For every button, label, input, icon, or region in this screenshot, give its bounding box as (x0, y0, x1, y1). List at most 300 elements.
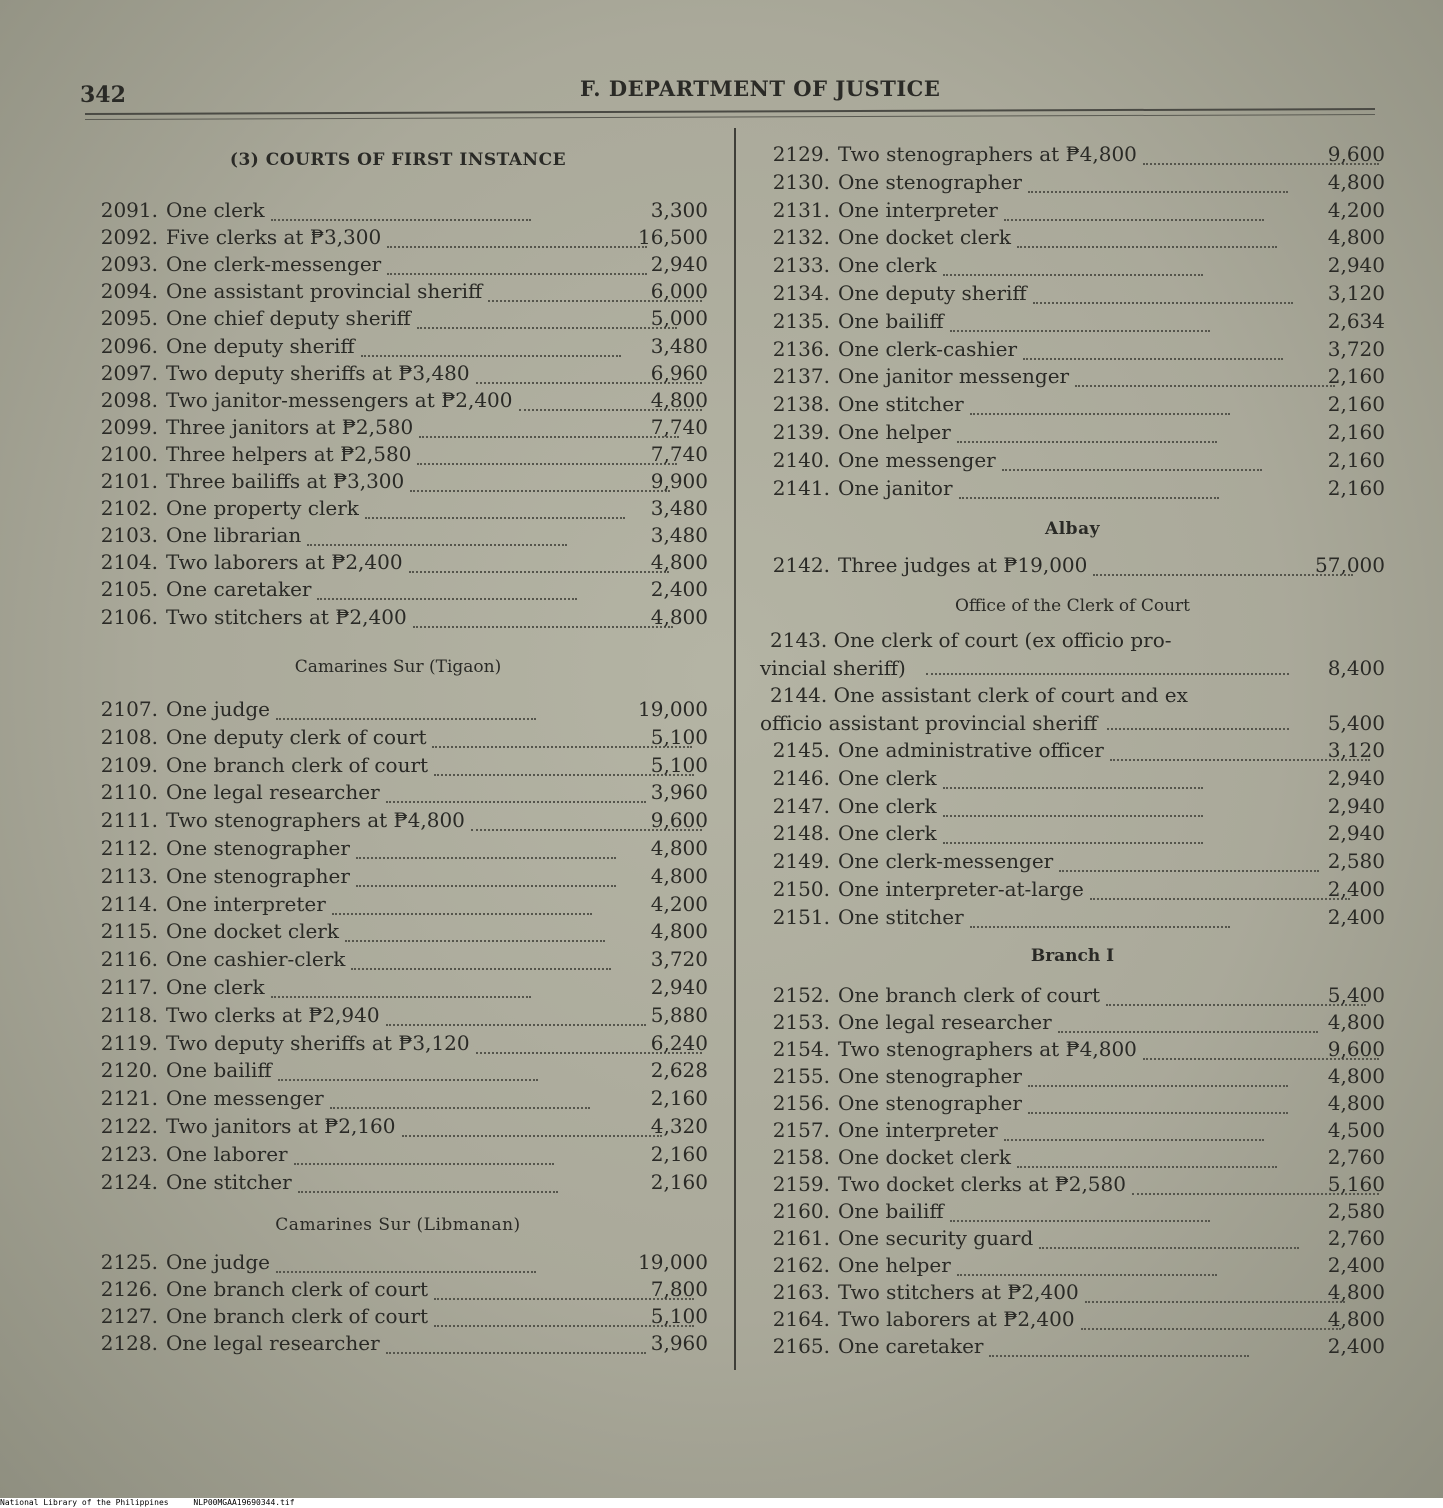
item-amount: 3,480 (650, 333, 708, 358)
item-amount: 4,800 (1327, 169, 1385, 194)
leader-dots (1107, 728, 1289, 730)
item-amount: 2,940 (650, 975, 708, 999)
item-amount: 2,940 (1327, 793, 1385, 818)
leader-dots (989, 1355, 1249, 1357)
list-item (760, 1145, 1385, 1173)
leader-dots (1028, 1085, 1288, 1087)
item-number: 2162. (772, 1253, 830, 1277)
item-amount: 5,400 (1327, 711, 1385, 735)
list-item (760, 1037, 1385, 1065)
item-number: 2150. (772, 877, 830, 901)
item-amount: 2,160 (1327, 392, 1385, 417)
item-number: 2137. (772, 364, 830, 389)
leader-dots (345, 940, 605, 942)
item-description: One administrative officer (838, 738, 1104, 762)
list-item (88, 1142, 708, 1170)
item-description: One interpreter (166, 891, 326, 916)
item-description: One interpreter (838, 1118, 998, 1142)
item-amount: 3,120 (1327, 738, 1385, 762)
item-number: 2159. (772, 1172, 830, 1196)
item-amount: 2,940 (1327, 821, 1385, 846)
leader-dots (387, 273, 647, 275)
leader-dots (386, 801, 646, 803)
item-number: 2109. (100, 752, 158, 777)
list-item (88, 523, 708, 551)
item-description: One messenger (166, 1086, 324, 1111)
item-number: 2123. (100, 1141, 158, 1166)
item-amount: 2,940 (1327, 253, 1385, 278)
item-number: 2160. (772, 1199, 830, 1223)
item-amount: 2,760 (1327, 1226, 1385, 1250)
leader-dots (298, 1191, 558, 1193)
item-description: One helper (838, 1253, 951, 1277)
leader-dots (307, 544, 567, 546)
item-description: Three helpers at ₱2,580 (166, 441, 412, 466)
item-amount: 4,500 (1327, 1118, 1385, 1142)
list-item (88, 442, 708, 470)
item-number: 2126. (100, 1277, 158, 1301)
item-amount: 2,760 (1327, 1145, 1385, 1169)
list-item (88, 550, 708, 578)
section-title: (3) COURTS OF FIRST INSTANCE (229, 150, 567, 170)
item-number: 2094. (100, 279, 158, 304)
leader-dots (1085, 1301, 1345, 1303)
item-amount: 4,200 (1327, 197, 1385, 222)
leader-dots (410, 490, 670, 492)
leader-dots (1075, 385, 1335, 387)
item-number: 2104. (100, 550, 158, 575)
item-description: One stitcher (838, 904, 964, 929)
item-description: One janitor messenger (838, 364, 1070, 389)
item-number: 2117. (100, 975, 158, 999)
item-description: One legal researcher (166, 1331, 380, 1355)
item-description: Two clerks at ₱2,940 (166, 1002, 380, 1027)
list-item (760, 905, 1385, 933)
item-amount: 4,800 (650, 387, 708, 412)
item-number: 2139. (772, 420, 830, 444)
item-amount: 4,320 (650, 1114, 708, 1138)
list-item (760, 766, 1385, 794)
item-number: 2091. (100, 198, 158, 222)
item-description: One helper (838, 420, 951, 444)
item-number: 2122. (100, 1114, 158, 1138)
list-item (760, 1199, 1385, 1227)
leader-dots (943, 815, 1203, 817)
item-amount: 2,160 (1327, 447, 1385, 472)
heading-branch-i: Branch I (1030, 946, 1115, 966)
item-number: 2098. (100, 387, 158, 412)
list-item (88, 753, 708, 781)
item-description: One branch clerk of court (838, 983, 1101, 1007)
item-description: One deputy sheriff (166, 333, 355, 358)
leader-dots (356, 857, 616, 859)
list-item (88, 1170, 708, 1198)
item-number: 2099. (100, 414, 158, 439)
item-description: One clerk-messenger (166, 252, 382, 277)
item-amount: 7,800 (650, 1277, 708, 1301)
item-number: 2113. (100, 863, 158, 888)
item-description: One clerk (838, 793, 937, 818)
item-number: 2118. (100, 1002, 158, 1027)
item-description: One bailiff (838, 308, 944, 333)
leader-dots (361, 355, 621, 357)
item-description: One clerk-cashier (838, 336, 1018, 361)
item-amount: 4,800 (1327, 225, 1385, 250)
heading-office-clerk: Office of the Clerk of Court (954, 596, 1191, 616)
item-number: 2141. (772, 475, 830, 500)
item-description: One clerk-messenger (838, 849, 1054, 874)
leader-dots (1004, 219, 1264, 221)
footer-library: National Library of the Philippines (0, 1498, 169, 1507)
item-number: 2145. (772, 738, 830, 762)
item-amount: 6,240 (650, 1030, 708, 1055)
item-number: 2164. (772, 1307, 830, 1331)
item-amount: 3,720 (650, 947, 708, 972)
item-description: Two stenographers at ₱4,800 (166, 808, 465, 833)
item-amount: 3,720 (1327, 336, 1385, 361)
item-number: 2142. (772, 553, 830, 577)
leader-dots (1004, 1139, 1264, 1141)
item-amount: 9,900 (650, 469, 708, 493)
item-description: One legal researcher (838, 1010, 1052, 1034)
item-number: 2153. (772, 1010, 830, 1034)
list-item (88, 415, 708, 443)
item-amount: 4,800 (1327, 1010, 1385, 1034)
list-item (88, 1031, 708, 1059)
leader-dots (950, 330, 1210, 332)
list-item (760, 142, 1385, 170)
column-divider (734, 128, 736, 1370)
leader-dots (1090, 898, 1350, 900)
item-number: 2147. (772, 793, 830, 818)
item-description: Two janitor-messengers at ₱2,400 (166, 387, 513, 412)
item-number: 2111. (100, 808, 158, 833)
list-item (760, 476, 1385, 504)
item-number: 2154. (772, 1037, 830, 1061)
item-amount: 3,960 (650, 780, 708, 805)
list-item (760, 983, 1385, 1011)
item-amount: 5,000 (650, 306, 708, 331)
item-description: Two laborers at ₱2,400 (166, 550, 403, 575)
item-amount: 4,800 (1327, 1064, 1385, 1088)
item-amount: 2,628 (650, 1058, 708, 1083)
leader-dots (402, 1135, 662, 1137)
item-description: One stenographer (838, 1091, 1022, 1115)
item-amount: 19,000 (638, 697, 708, 721)
list-item (88, 1250, 708, 1278)
leader-dots (276, 1271, 536, 1273)
list-item (88, 836, 708, 864)
header-rule-thin (85, 114, 1375, 120)
item-number: 2131. (772, 197, 830, 222)
item-amount: 6,960 (650, 360, 708, 385)
list-item (88, 780, 708, 808)
list-item (760, 420, 1385, 448)
item-number: 2105. (100, 577, 158, 602)
item-number: 2115. (100, 919, 158, 944)
item-amount: 2,580 (1327, 849, 1385, 874)
leader-dots (1002, 469, 1262, 471)
item-number: 2132. (772, 225, 830, 250)
item-number: 2130. (772, 169, 830, 194)
leader-dots (330, 1107, 590, 1109)
list-item (88, 1058, 708, 1086)
item-description: One legal researcher (166, 780, 380, 805)
list-item (88, 1086, 708, 1114)
leader-dots (1017, 246, 1277, 248)
item-amount: 4,800 (1327, 1307, 1385, 1331)
list-item (760, 281, 1385, 309)
item-amount: 9,600 (1327, 142, 1385, 166)
item-number: 2107. (100, 697, 158, 721)
list-item (88, 388, 708, 416)
list-item (88, 361, 708, 389)
list-item (88, 577, 708, 605)
list-item (88, 947, 708, 975)
list-item (88, 279, 708, 307)
list-item (88, 975, 708, 1003)
leader-dots (950, 1220, 1210, 1222)
list-item-2144 (760, 683, 1385, 735)
item-number: 2161. (772, 1226, 830, 1250)
scan-footer (0, 1498, 1443, 1508)
item-amount: 2,400 (1327, 1253, 1385, 1277)
item-description: Three bailiffs at ₱3,300 (166, 469, 405, 493)
item-number: 2135. (772, 308, 830, 333)
item-number: 2101. (100, 469, 158, 493)
leader-dots (317, 598, 577, 600)
list-item (88, 1114, 708, 1142)
item-number: 2100. (100, 441, 158, 466)
item-amount: 5,100 (650, 752, 708, 777)
list-item (88, 1331, 708, 1359)
leader-dots (271, 996, 531, 998)
item-number: 2097. (100, 360, 158, 385)
list-item-2143 (760, 628, 1385, 680)
list-item (760, 1172, 1385, 1200)
leader-dots (332, 913, 592, 915)
item-number: 2110. (100, 780, 158, 805)
item-description: One clerk (166, 198, 265, 222)
item-number: 2128. (100, 1331, 158, 1355)
item-amount: 2,160 (650, 1141, 708, 1166)
item-amount: 7,740 (650, 441, 708, 466)
item-amount: 5,100 (650, 1304, 708, 1328)
item-description: Two stenographers at ₱4,800 (838, 142, 1137, 166)
item-amount: 9,600 (650, 808, 708, 833)
list-item (88, 864, 708, 892)
leader-dots (957, 441, 1217, 443)
item-description: Two janitors at ₱2,160 (166, 1114, 396, 1138)
item-number: 2093. (100, 252, 158, 277)
item-number: 2151. (772, 904, 830, 929)
item-description: One bailiff (838, 1199, 944, 1223)
item-description: One messenger (838, 447, 996, 472)
item-description: One judge (166, 1250, 270, 1274)
leader-dots (356, 885, 616, 887)
list-item (88, 496, 708, 524)
leader-dots (970, 926, 1230, 928)
item-description: One bailiff (166, 1058, 272, 1083)
leader-dots (970, 413, 1230, 415)
list-item (760, 1226, 1385, 1254)
item-description: One interpreter (838, 197, 998, 222)
leader-dots (417, 463, 677, 465)
item-description: One stenographer (166, 863, 350, 888)
list-item (88, 1277, 708, 1305)
leader-dots (365, 517, 625, 519)
item-description: Two docket clerks at ₱2,580 (838, 1172, 1126, 1196)
leader-dots (409, 571, 669, 573)
leader-dots (278, 1079, 538, 1081)
item-amount: 7,740 (650, 414, 708, 439)
item-number: 2125. (100, 1250, 158, 1274)
item-amount: 19,000 (638, 1250, 708, 1274)
list-item (760, 364, 1385, 392)
list-item (760, 1118, 1385, 1146)
leader-dots (294, 1163, 554, 1165)
leader-dots (926, 673, 1289, 675)
item-number: 2146. (772, 765, 830, 790)
list-item (760, 1334, 1385, 1362)
leader-dots (1017, 1166, 1277, 1168)
list-item (88, 225, 708, 253)
list-item (88, 334, 708, 362)
item-description: One librarian (166, 523, 302, 548)
item-line-2: vincial sheriff) (760, 656, 906, 680)
list-item (760, 1280, 1385, 1308)
item-line-1: 2143. One clerk of court (ex officio pro- (770, 628, 1172, 652)
item-number: 2165. (772, 1334, 830, 1358)
item-amount: 8,400 (1327, 656, 1385, 680)
item-amount: 4,800 (650, 836, 708, 860)
list-item (760, 1307, 1385, 1335)
item-number: 2158. (772, 1145, 830, 1169)
item-amount: 5,400 (1327, 983, 1385, 1007)
heading-albay: Albay (1045, 519, 1100, 539)
item-line-2: officio assistant provincial sheriff (760, 711, 1098, 735)
list-item (760, 448, 1385, 476)
list-item (760, 253, 1385, 281)
item-number: 2114. (100, 891, 158, 916)
item-amount: 3,120 (1327, 281, 1385, 305)
item-number: 2155. (772, 1064, 830, 1088)
list-item (760, 877, 1385, 905)
item-number: 2095. (100, 306, 158, 331)
item-amount: 2,634 (1327, 308, 1385, 333)
item-description: One cashier-clerk (166, 947, 346, 972)
item-amount: 6,000 (650, 279, 708, 304)
item-number: 2136. (772, 336, 830, 361)
item-amount: 4,800 (650, 863, 708, 888)
item-description: One stitcher (838, 392, 964, 417)
item-number: 2152. (772, 983, 830, 1007)
leader-dots (1059, 870, 1319, 872)
item-amount: 9,600 (1327, 1037, 1385, 1061)
item-description: One assistant provincial sheriff (166, 279, 483, 304)
page-title: F. DEPARTMENT OF JUSTICE (580, 76, 941, 101)
leader-dots (959, 497, 1219, 499)
item-description: One docket clerk (838, 225, 1011, 250)
item-description: One stenographer (166, 836, 350, 860)
item-number: 2120. (100, 1058, 158, 1083)
item-number: 2106. (100, 604, 158, 629)
item-description: One janitor (838, 475, 953, 500)
item-amount: 2,580 (1327, 1199, 1385, 1223)
list-item (88, 1003, 708, 1031)
item-description: One branch clerk of court (166, 752, 429, 777)
item-amount: 2,400 (1327, 904, 1385, 929)
item-line-1: 2144. One assistant clerk of court and ex (770, 683, 1188, 707)
leader-dots (413, 626, 673, 628)
list-item (88, 605, 708, 633)
item-amount: 2,160 (1327, 475, 1385, 500)
item-number: 2140. (772, 447, 830, 472)
item-number: 2156. (772, 1091, 830, 1115)
list-item (760, 225, 1385, 253)
item-description: One clerk (838, 765, 937, 790)
item-amount: 4,800 (650, 919, 708, 944)
list-item (88, 198, 708, 226)
list-item (760, 198, 1385, 226)
item-amount: 2,940 (1327, 765, 1385, 790)
item-amount: 57,000 (1315, 553, 1385, 577)
item-amount: 4,800 (1327, 1091, 1385, 1115)
item-description: Three janitors at ₱2,580 (166, 414, 414, 439)
list-item (760, 170, 1385, 198)
item-number: 2157. (772, 1118, 830, 1142)
list-item (88, 697, 708, 725)
item-number: 2134. (772, 281, 830, 305)
item-amount: 3,480 (650, 496, 708, 521)
item-description: One branch clerk of court (166, 1304, 429, 1328)
item-amount: 2,940 (650, 252, 708, 277)
item-description: One deputy sheriff (838, 281, 1027, 305)
leader-dots (1033, 302, 1293, 304)
list-item (88, 306, 708, 334)
item-description: Two deputy sheriffs at ₱3,120 (166, 1030, 470, 1055)
item-description: Two stenographers at ₱4,800 (838, 1037, 1137, 1061)
item-number: 2138. (772, 392, 830, 417)
item-amount: 4,800 (1327, 1280, 1385, 1304)
list-item (88, 808, 708, 836)
list-item (760, 849, 1385, 877)
item-description: One chief deputy sheriff (166, 306, 411, 331)
item-number: 2096. (100, 333, 158, 358)
item-amount: 3,960 (650, 1331, 708, 1355)
leader-dots (1023, 358, 1283, 360)
page-number: 342 (80, 82, 126, 108)
list-item (88, 252, 708, 280)
item-amount: 16,500 (638, 225, 708, 250)
item-description: One stenographer (838, 1064, 1022, 1088)
leader-dots (386, 1024, 646, 1026)
item-amount: 5,100 (650, 724, 708, 749)
item-amount: 2,160 (650, 1169, 708, 1194)
item-number: 2127. (100, 1304, 158, 1328)
item-number: 2116. (100, 947, 158, 972)
list-item (88, 725, 708, 753)
item-amount: 4,200 (650, 891, 708, 916)
item-number: 2163. (772, 1280, 830, 1304)
item-amount: 2,160 (1327, 364, 1385, 389)
leader-dots (943, 787, 1203, 789)
list-item (760, 392, 1385, 420)
item-amount: 3,300 (650, 198, 708, 222)
leader-dots (387, 246, 647, 248)
item-description: One security guard (838, 1226, 1034, 1250)
item-description: One interpreter-at-large (838, 877, 1084, 901)
